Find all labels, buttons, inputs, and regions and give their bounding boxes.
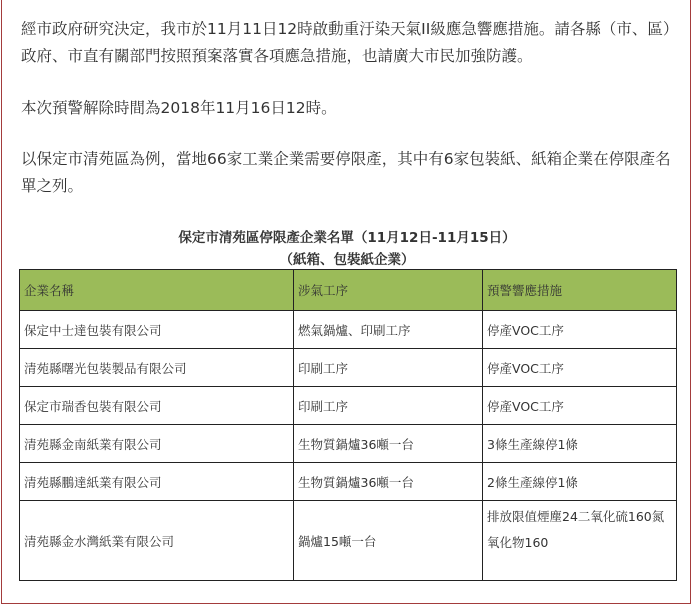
table-row	[20, 425, 677, 463]
measure-cell: 停產VOC工序	[483, 311, 677, 349]
table-caption-subtitle: （紙箱、包裝紙企業）	[279, 252, 415, 268]
company-name-cell: 清苑縣金南紙業有限公司	[20, 425, 294, 463]
table-row	[20, 387, 677, 425]
company-name-cell: 保定市瑞香包裝有限公司	[20, 387, 294, 425]
measure-cell: 3條生產線停1條	[483, 425, 677, 463]
company-name-cell: 清苑縣曙光包裝製品有限公司	[20, 349, 294, 387]
firm-list-table	[19, 269, 677, 581]
company-name-cell: 清苑縣鵬達紙業有限公司	[20, 463, 294, 501]
column-header-process: 涉氣工序	[294, 270, 483, 311]
process-cell: 鍋爐15噸一台	[294, 501, 483, 581]
process-cell: 印刷工序	[294, 349, 483, 387]
article-paragraph-1: 經市政府研究決定，我市於11月11日12時啟動重汙染天氣II級應急響應措施。請各縣（市、區）政府、市直有關部門按照預案落實各項應急措施，也請廣大市民加強防護。	[21, 20, 679, 65]
measure-cell: 2條生產線停1條	[483, 463, 677, 501]
table-row	[20, 463, 677, 501]
process-cell: 生物質鍋爐36噸一台	[294, 425, 483, 463]
column-header-measure: 預警響應措施	[483, 270, 677, 311]
measure-cell: 停產VOC工序	[483, 387, 677, 425]
table-row	[20, 349, 677, 387]
table-caption-title: 保定市清苑區停限產企業名單（11月12日-11月15日）	[178, 230, 516, 246]
article-paragraph-3: 以保定市清苑區為例，當地66家工業企業需要停限產，其中有6家包裝紙、紙箱企業在停限產名單之列。	[21, 150, 671, 195]
measure-cell: 停產VOC工序	[483, 349, 677, 387]
column-header-company: 企業名稱	[20, 270, 294, 311]
table-row	[20, 311, 677, 349]
process-cell: 印刷工序	[294, 387, 483, 425]
table-header-row	[20, 270, 677, 311]
article-paragraph-2: 本次預警解除時間為2018年11月16日12時。	[21, 99, 337, 117]
process-cell: 生物質鍋爐36噸一台	[294, 463, 483, 501]
article-frame	[1, 0, 691, 604]
process-cell: 燃氣鍋爐、印刷工序	[294, 311, 483, 349]
measure-cell: 排放限值煙塵24二氧化硫160氮氧化物160	[483, 501, 677, 581]
table-row	[20, 501, 677, 581]
company-name-cell: 保定中士達包裝有限公司	[20, 311, 294, 349]
company-name-cell: 清苑縣金水灣紙業有限公司	[20, 501, 294, 581]
